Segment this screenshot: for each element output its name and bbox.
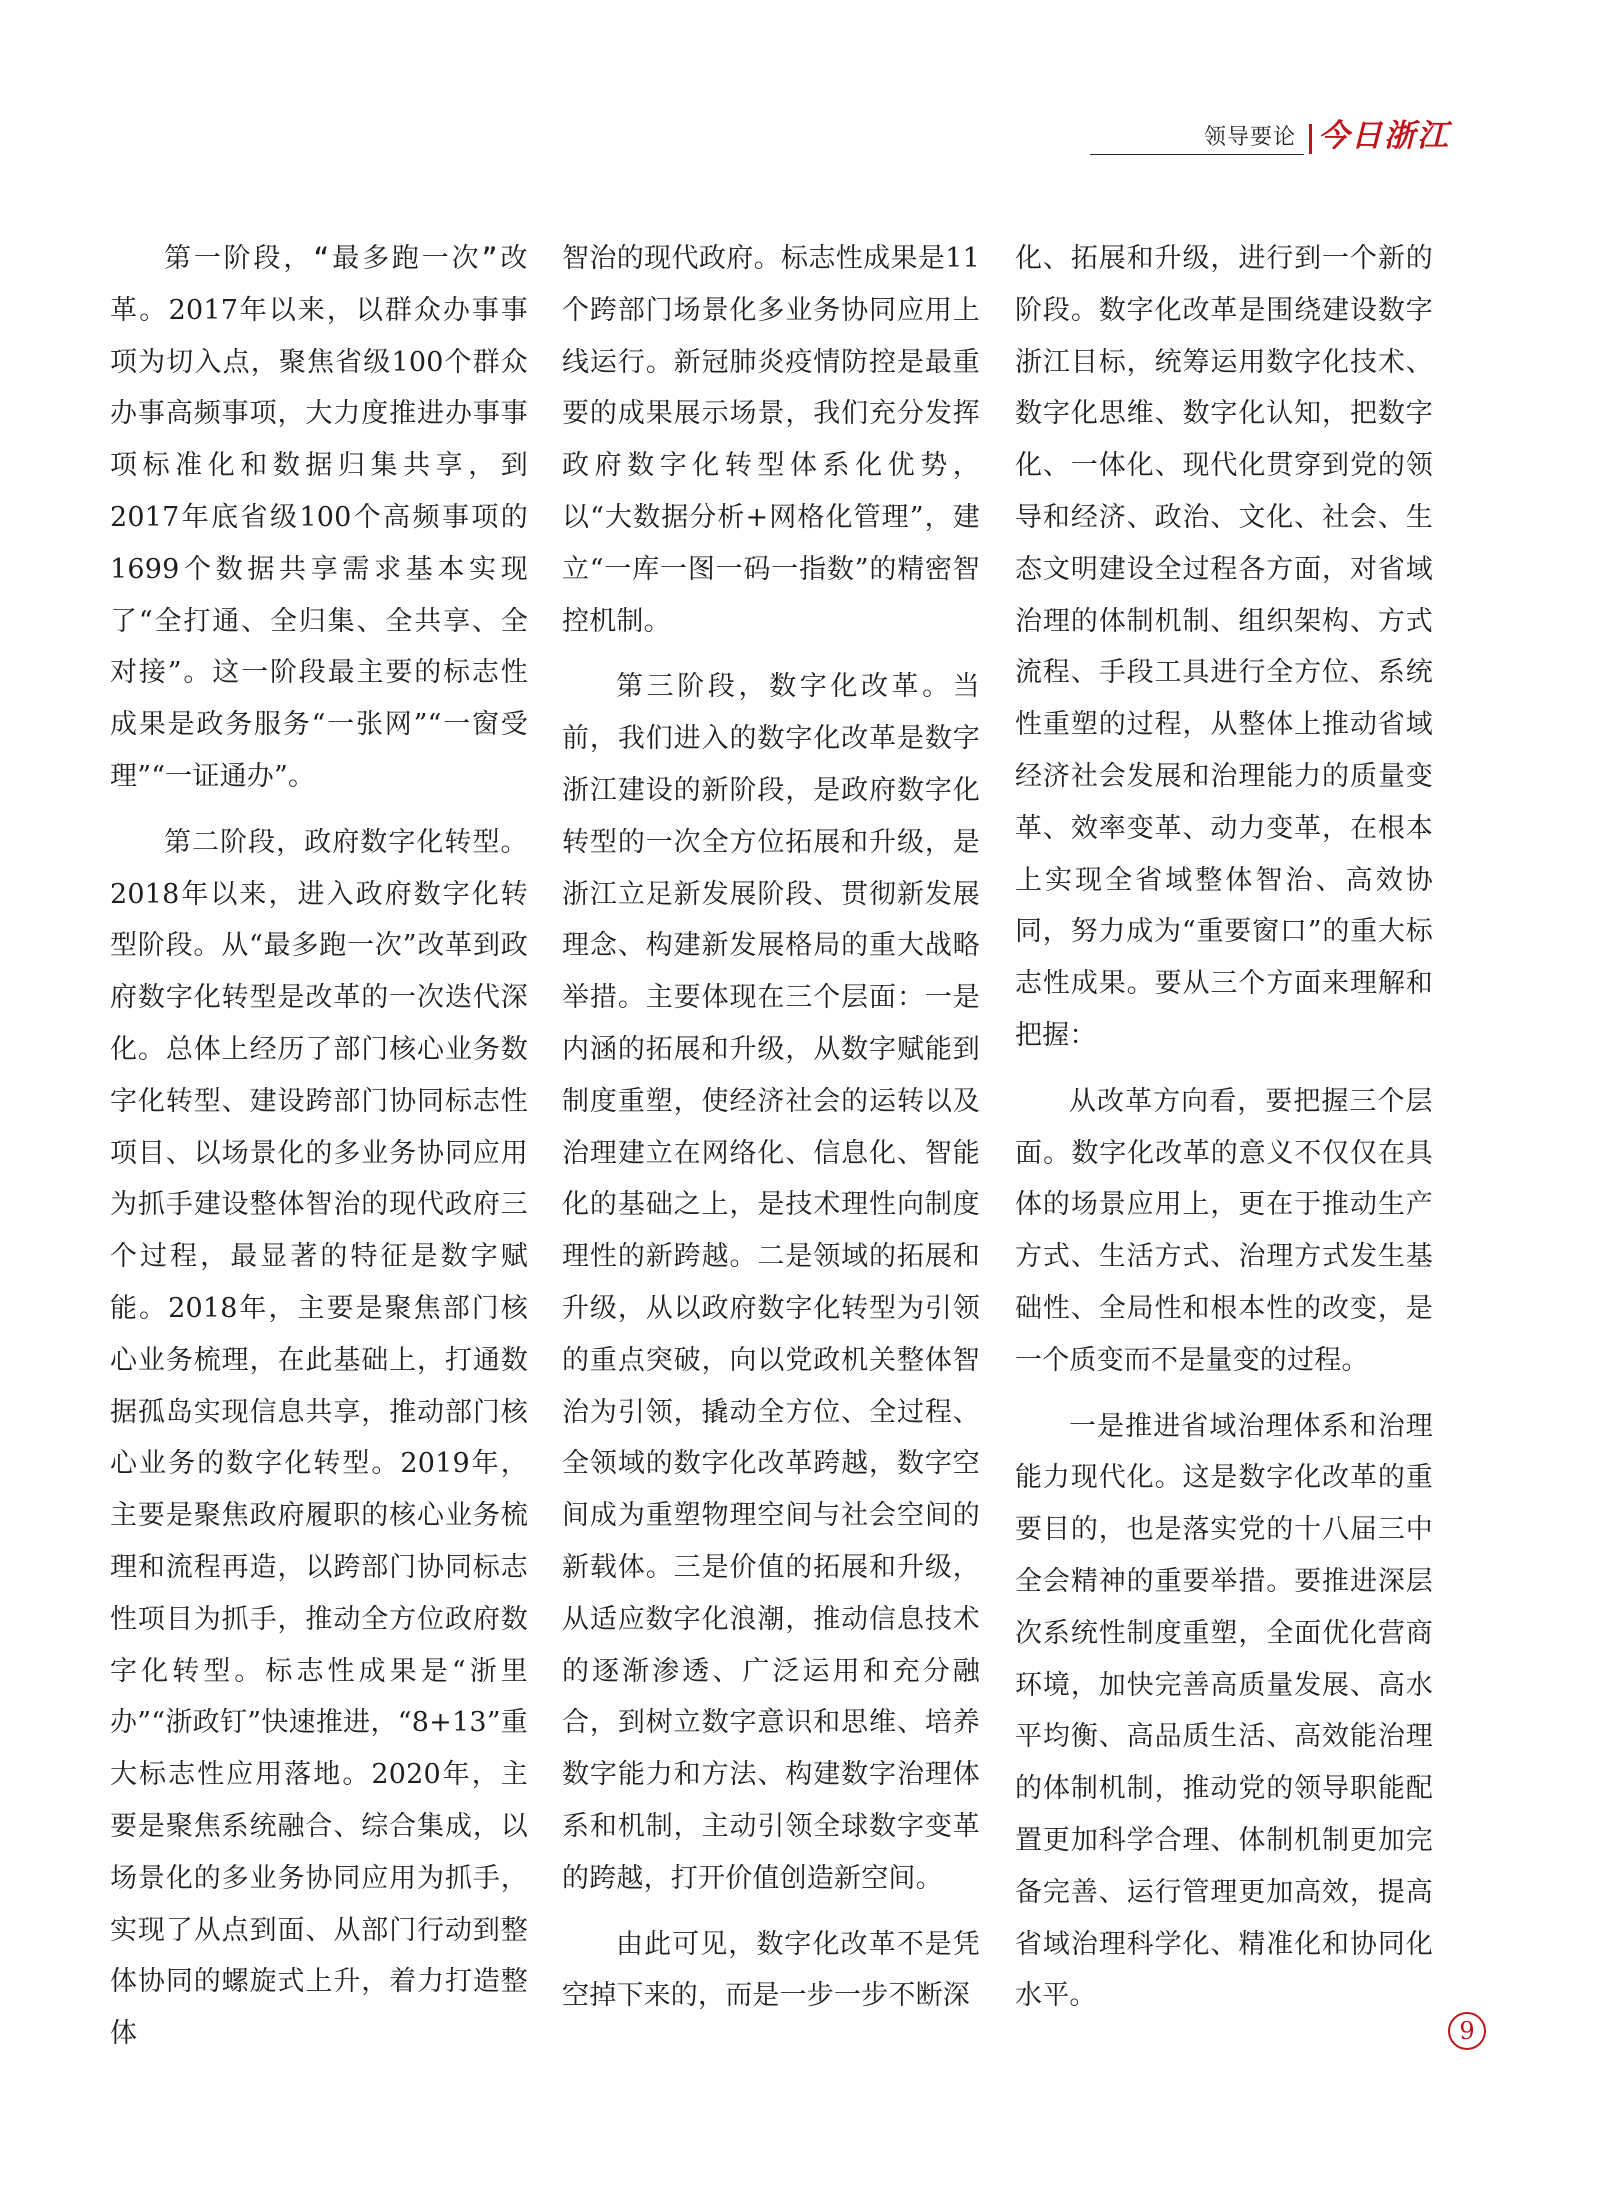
paragraph-conclusion: 由此可见，数字化改革不是凭空掉下来的，而是一步一步不断深 — [562, 1928, 980, 2012]
reform-direction-body: 数字化改革的意义不仅仅在具体的场景应用上，更在于推动生产方式、生活方式、治理方式发生基础性、全局性和根本性的改变，是一个质变而不是量变的过程。 — [1015, 1137, 1433, 1376]
masthead-logo: 今日浙江 — [1318, 118, 1450, 154]
stage-one-body: 2017年以来，以群众办事事项为切入点，聚焦省级100个群众办事高频事项，大力度推进办事事项标准化和数据归集共享，到2017年底省级100个高频事项的1699个数据共享需求基本实现了“全打通、全归集、全共享、全对接”。这一阶段最主要的标志性成果是政务服务“一张网”“一窗受理”“一证通办”。 — [110, 294, 529, 792]
page-number: 9 — [1448, 2012, 1486, 2050]
paragraph-reform-direction — [1015, 1076, 1433, 1387]
article-column-2 — [562, 233, 980, 2022]
paragraph-stage-one — [110, 233, 528, 803]
section-label: 领导要论 — [1203, 125, 1296, 150]
stage-three-heading: 第三阶段，数字化改革。 — [616, 671, 953, 703]
paragraph-conclusion-continued: 化、拓展和升级，进行到一个新的阶段。数字化改革是围绕建设数字浙江目标，统筹运用数字化技术、数字化思维、数字化认知，把数字化、一体化、现代化贯穿到党的领导和经济、政治、文化、社会、生态文明建设全过程各方面，对省域治理的体制机制、组织架构、方式流程、手段工具进行全方位、系统性重塑的过程，从整体上推动省域经济社会发展和治理能力的质量变革、效率变革、动力变革，在根本上实现全省域整体智治、高效协同，努力成为“重要窗口”的重大标志性成果。要从三个方面来理解和把握： — [1015, 243, 1433, 1051]
reform-direction-heading: 从改革方向看，要把握三个层面。 — [1015, 1085, 1433, 1169]
stage-three-body: 当前，我们进入的数字化改革是数字浙江建设的新阶段，是政府数字化转型的一次全方位拓展和升级，是浙江立足新发展阶段、贯彻新发展理念、构建新发展格局的重大战略举措。主要体现在三个层面：一是内涵的拓展和升级，从数字赋能到制度重塑，使经济社会的运转以及治理建立在网络化、信息化、智能化的基础之上，是技术理性向制度理性的新跨越。二是领域的拓展和升级，从以政府数字化转型为引领的重点突破，向以党政机关整体智治为引领，撬动全方位、全过程、全领域的数字化改革跨越，数字空间成为重塑物理空间与社会空间的新载体。三是价值的拓展和升级，从适应数字化浪潮，推动信息技术的逐渐渗透、广泛运用和充分融合，到树立数字意识和思维、培养数字能力和方法、构建数字治理体系和机制，主动引领全球数字变革的跨越，打开价值创造新空间。 — [562, 671, 980, 1894]
header-rule — [1090, 154, 1304, 155]
stage-two-heading: 第二阶段，政府数字化转型。 — [164, 826, 528, 858]
paragraph-stage-two — [110, 817, 528, 2060]
article-column-1 — [110, 233, 528, 2060]
header-divider — [1309, 124, 1312, 154]
paragraph-stage-three — [562, 661, 980, 1904]
stage-one-heading: 第一阶段，“最多跑一次”改革。 — [110, 243, 528, 326]
article-column-3 — [1015, 233, 1433, 2022]
paragraph-stage-two-continued: 智治的现代政府。标志性成果是11个跨部门场景化多业务协同应用上线运行。新冠肺炎疫情防控是最重要的成果展示场景，我们充分发挥政府数字化转型体系化优势，以“大数据分析+网格化管理”，建立“一库一图一码一指数”的精密智控机制。 — [562, 243, 980, 637]
paragraph-governance-modernization: 一是推进省域治理体系和治理能力现代化。这是数字化改革的重要目的，也是落实党的十八届三中全会精神的重要举措。要推进深层次系统性制度重塑，全面优化营商环境，加快完善高质量发展、高水平均衡、高品质生活、高效能治理的体制机制，推动党的领导职能配置更加科学合理、体制机制更加完备完善、运行管理更加高效，提高省域治理科学化、精准化和协同化水平。 — [1015, 1410, 1433, 2012]
stage-two-body: 2018年以来，进入政府数字化转型阶段。从“最多跑一次”改革到政府数字化转型是改革的一次迭代深化。总体上经历了部门核心业务数字化转型、建设跨部门协同标志性项目、以场景化的多业务协同应用为抓手建设整体智治的现代政府三个过程，最显著的特征是数字赋能。2018年，主要是聚焦部门核心业务梳理，在此基础上，打通数据孤岛实现信息共享，推动部门核心业务的数字化转型。2019年，主要是聚焦政府履职的核心业务梳理和流程再造，以跨部门协同标志性项目为抓手，推动全方位政府数字化转型。标志性成果是“浙里办”“浙政钉”快速推进，“8+13”重大标志性应用落地。2020年，主要是聚焦系统融合、综合集成，以场景化的多业务协同应用为抓手，实现了从点到面、从部门行动到整体协同的螺旋式上升，着力打造整体 — [110, 878, 528, 2050]
